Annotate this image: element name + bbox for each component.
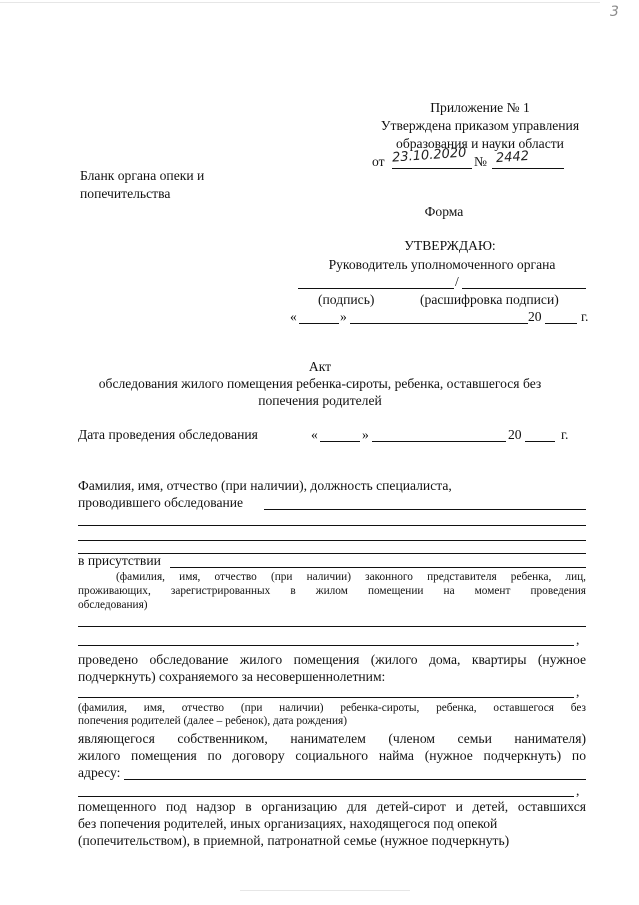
presence-note-line-1: (фамилия, имя, отчество (при наличии) законного представителя ребенка, лиц, [116,571,586,583]
approved-line-1: Утверждена приказом управления [380,118,580,133]
inspection-day-line [320,441,360,442]
specialist-fill-line-2 [78,525,586,526]
inspection-year-prefix: 20 [508,427,522,442]
presence-note-line-2: проживающих, зарегистрированных в жилом помещении на момент проведения [78,585,586,597]
approve-role: Руководитель уполномоченного органа [328,257,556,272]
presence-comma: , [576,632,580,647]
order-date-line [392,168,472,169]
approve-month-line [350,323,528,324]
order-number-sign: № [474,154,487,169]
act-subtitle-line-1: обследования жилого помещения ребенка-сироты, ребенка, оставшегося без [98,376,542,391]
owner-line-2: жилого помещения по договору социального найма (нужное подчеркнуть) по [78,748,586,763]
inspection-year-suffix: г. [561,427,569,442]
approve-year-line [545,323,577,324]
presence-note-line-3: обследования) [78,599,148,611]
presence-extra-line-2 [78,645,574,646]
decipher-line [462,288,586,289]
act-title: Акт [308,359,332,374]
inspection-quote-open: « [311,427,318,442]
approved-line-2: образования и науки области [396,136,564,151]
owner-line-1: являющегося собственником, нанимателем (членом семьи нанимателя) [78,731,586,746]
signature-caption: (подпись) [318,292,375,307]
order-date-prefix: от [372,154,385,169]
specialist-line-2: проводившего обследование [78,495,244,510]
approve-year-prefix: 20 [528,309,542,324]
child-note-line-1: (фамилия, имя, отчество (при наличии) ребенка-сироты, ребенка, оставшегося без [78,702,586,714]
order-date-handwritten: 23.10.2020 [391,145,467,166]
inspection-month-line [372,441,506,442]
inspection-date-label: Дата проведения обследования [78,427,258,442]
appendix-title: Приложение № 1 [430,100,530,115]
presence-fill-line [170,567,586,568]
presence-extra-line-1 [78,626,586,627]
inspection-comma: , [576,684,580,699]
order-number-handwritten: 2442 [495,148,530,167]
approve-day-line [299,323,339,324]
order-number-line [492,168,564,169]
blank-line-2: попечительства [80,186,171,201]
specialist-line-1: Фамилия, имя, отчество (при наличии), должность специалиста, [78,478,452,493]
specialist-fill-line-3 [78,540,586,541]
scan-edge [0,2,600,3]
approve-title: УТВЕРЖДАЮ: [404,238,496,253]
inspection-line-2: подчеркнуть) сохраняемого за несовершеннолетним: [78,669,386,684]
specialist-fill-line-1 [264,509,586,510]
approve-quote-open: « [290,309,297,324]
placement-line-2: без попечения родителей, иных организациях, находящегося под опекой [78,816,498,831]
blank-line-1: Бланк органа опеки и [80,168,205,183]
child-fill-line [78,697,574,698]
form-label: Форма [424,204,464,219]
placement-line-1: помещенного под надзор в организацию для детей-сирот и детей, оставшихся [78,799,586,814]
owner-comma: , [576,783,580,798]
approve-quote-close: » [340,309,347,324]
decipher-caption: (расшифровка подписи) [420,292,559,307]
address-fill-line-2 [78,796,574,797]
inspection-year-line [525,441,555,442]
inspection-line-1: проведено обследование жилого помещения (жилого дома, квартиры (нужное [78,652,586,667]
presence-label: в присутствии [78,553,161,568]
address-fill-line-1 [124,779,586,780]
approve-year-suffix: г. [581,309,589,324]
child-note-line-2: попечения родителей (далее – ребенок), дата рождения) [78,715,347,727]
placement-line-3: (попечительством), в приемной, патронатной семье (нужное подчеркнуть) [78,833,510,848]
scan-mark [240,890,410,891]
owner-line-3: адресу: [78,765,121,780]
act-subtitle-line-2: попечения родителей [258,393,382,408]
approve-slash: / [455,274,459,289]
inspection-quote-close: » [362,427,369,442]
page-number: 3 [610,4,619,20]
signature-line [298,288,454,289]
